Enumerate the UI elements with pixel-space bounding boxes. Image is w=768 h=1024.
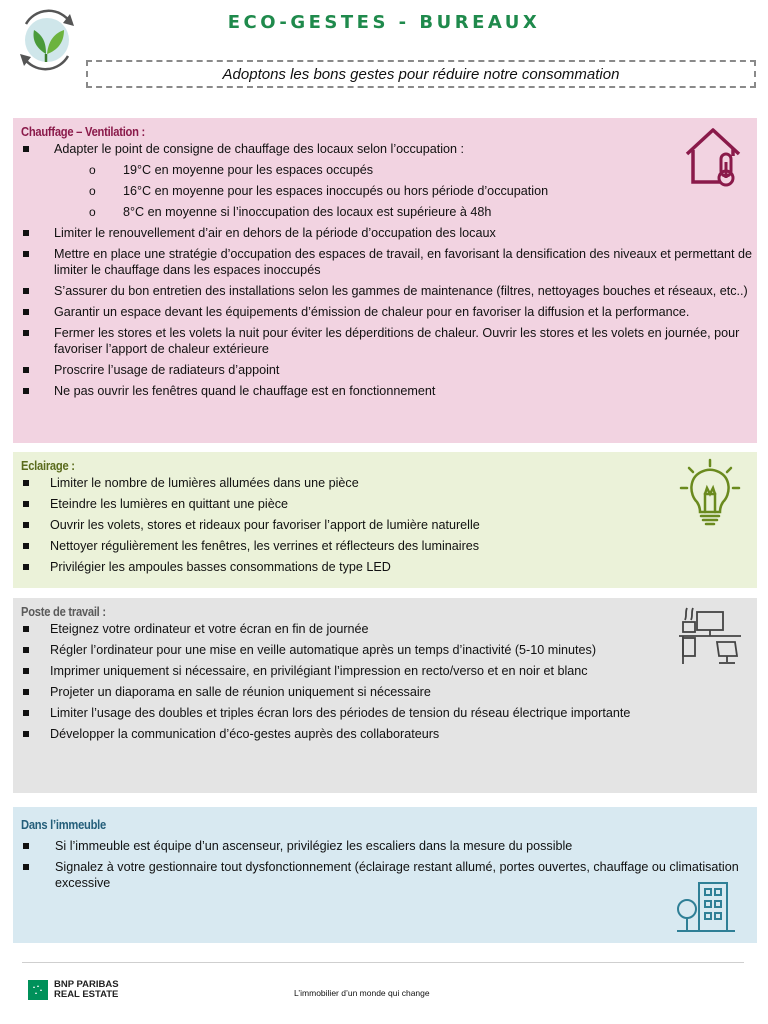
desk-workstation-icon	[677, 606, 743, 666]
list-item: Limiter le renouvellement d’air en dehors de la période d’occupation des locaux	[21, 225, 757, 241]
building-tree-icon	[675, 879, 737, 935]
bullet-icon	[23, 864, 29, 870]
list-item: Nettoyer régulièrement les fenêtres, les verrines et réflecteurs des luminaires	[21, 538, 757, 554]
bullet-icon	[23, 522, 29, 528]
bullet-icon	[23, 480, 29, 486]
brand-line-1: BNP PARIBAS	[54, 979, 119, 990]
list-item: Ouvrir les volets, stores et rideaux pour favoriser l’apport de lumière naturelle	[21, 517, 757, 533]
bullet-icon	[23, 288, 29, 294]
list-item: Proscrire l’usage de radiateurs d’appoint	[21, 362, 757, 378]
bnp-stars-icon	[28, 980, 48, 1000]
circle-bullet-icon: o	[89, 184, 96, 198]
chauffage-list	[21, 141, 757, 157]
list-item: Signalez à votre gestionnaire tout dysfonctionnement (éclairage restant allumé, portes ouvertes, chauffage ou climatisation excessive	[21, 859, 757, 891]
section-title-eclairage: Eclairage :	[21, 458, 75, 473]
list-item: Limiter l’usage des doubles et triples écran lors des périodes de tension du réseau électrique importante	[21, 705, 757, 721]
bullet-icon	[23, 367, 29, 373]
list-item: Privilégier les ampoules basses consommations de type LED	[21, 559, 757, 575]
list-item: Limiter le nombre de lumières allumées dans une pièce	[21, 475, 757, 491]
list-item: Mettre en place une stratégie d’occupation des espaces de travail, en favorisant la densification des niveaux et permettant de limiter le chauffage dans les espaces inoccupés	[21, 246, 757, 278]
bullet-icon	[23, 689, 29, 695]
page-title: ECO-GESTES - BUREAUX	[227, 12, 541, 33]
bullet-icon	[23, 647, 29, 653]
bullet-icon	[23, 564, 29, 570]
chauffage-list-continued	[21, 225, 757, 399]
list-item: Ne pas ouvrir les fenêtres quand le chauffage est en fonctionnement	[21, 383, 757, 399]
list-item: Fermer les stores et les volets la nuit pour éviter les déperditions de chaleur. Ouvrir les stores et les volets en journée, pour favoriser l’apport de chaleur extérieure	[21, 325, 757, 357]
chauffage-sublist	[21, 162, 757, 220]
list-item: S’assurer du bon entretien des installations selon les gammes de maintenance (filtres, nettoyages bouches et réseaux, etc..)	[21, 283, 757, 299]
section-title-chauffage: Chauffage – Ventilation :	[21, 124, 146, 139]
list-item: Si l’immeuble est équipe d’un ascenseur, privilégiez les escaliers dans la mesure du possible	[21, 838, 757, 854]
bullet-icon	[23, 251, 29, 257]
sub-list-item: o 16°C en moyenne pour les espaces inoccupés ou hors période d’occupation	[89, 184, 549, 198]
list-item: Projeter un diaporama en salle de réunion uniquement si nécessaire	[21, 684, 757, 700]
house-thermometer-icon	[681, 124, 745, 188]
bullet-icon	[23, 710, 29, 716]
eclairage-list	[21, 475, 757, 575]
footer-tagline: L’immobilier d’un monde qui change	[294, 988, 430, 998]
sub-list-item: o 19°C en moyenne pour les espaces occupés	[89, 163, 374, 177]
section-eclairage	[13, 452, 757, 588]
list-item: Eteignez votre ordinateur et votre écran en fin de journée	[21, 621, 757, 637]
section-title-poste: Poste de travail :	[21, 604, 106, 619]
section-poste	[13, 598, 757, 793]
lightbulb-icon	[677, 458, 743, 530]
sub-list-item: o 8°C en moyenne si l’inoccupation des locaux est supérieure à 48h	[89, 205, 492, 219]
list-item: Adapter le point de consigne de chauffage des locaux selon l’occupation :	[21, 141, 757, 157]
circle-bullet-icon: o	[89, 205, 96, 219]
bullet-icon	[23, 843, 29, 849]
list-item: Régler l’ordinateur pour une mise en veille automatique après un temps d’inactivité (5-10 minutes)	[21, 642, 757, 658]
bullet-icon	[23, 626, 29, 632]
brand-line-2: REAL ESTATE	[54, 989, 119, 1000]
bullet-icon	[23, 309, 29, 315]
bullet-icon	[23, 330, 29, 336]
page-subtitle: Adoptons les bons gestes pour réduire notre consommation	[86, 60, 756, 88]
bullet-icon	[23, 388, 29, 394]
section-immeuble	[13, 807, 757, 943]
footer-divider	[22, 962, 744, 963]
list-item: Imprimer uniquement si nécessaire, en privilégiant l’impression en recto/verso et en noir et blanc	[21, 663, 757, 679]
bullet-icon	[23, 230, 29, 236]
bullet-icon	[23, 668, 29, 674]
bnp-paribas-logo	[28, 980, 119, 1000]
immeuble-list	[21, 838, 757, 891]
bullet-icon	[23, 146, 29, 152]
bullet-icon	[23, 731, 29, 737]
poste-list	[21, 621, 757, 742]
bullet-icon	[23, 543, 29, 549]
circle-bullet-icon: o	[89, 163, 96, 177]
bullet-icon	[23, 501, 29, 507]
list-item: Développer la communication d’éco-gestes auprès des collaborateurs	[21, 726, 757, 742]
bnp-brand-text	[54, 980, 119, 1000]
section-chauffage	[13, 118, 757, 443]
list-item: Eteindre les lumières en quittant une pièce	[21, 496, 757, 512]
section-title-immeuble: Dans l’immeuble	[21, 817, 106, 832]
list-item: Garantir un espace devant les équipements d’émission de chaleur pour en favoriser la diffusion et la performance.	[21, 304, 757, 320]
